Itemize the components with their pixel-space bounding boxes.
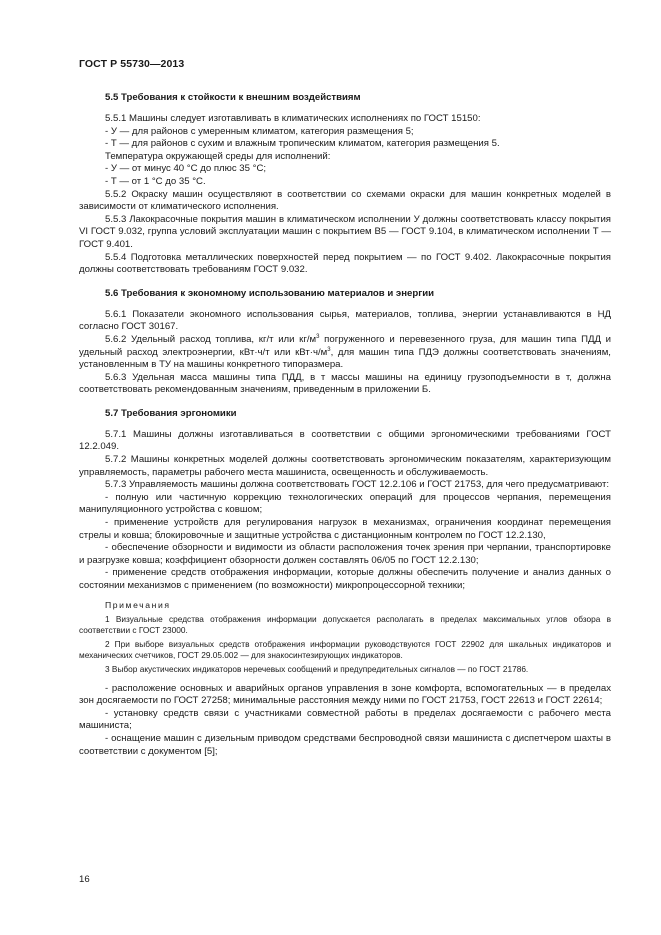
document-header: ГОСТ Р 55730—2013	[79, 58, 185, 70]
paragraph-5-6-2-part-b: погруженного и перевезенного груза, для машин типа ПДД и удельный расход электроэнергии, кВт·ч/т или кВт·ч/м	[79, 333, 611, 358]
section-5-6-title: 5.6 Требования к экономному использованию материалов и энергии	[105, 287, 434, 299]
paragraph-5-6-2	[79, 334, 611, 372]
list-item: - оснащение машин с дизельным приводом средствами беспроводной связи машиниста с диспетчером шахты в соответствии с документом [5];	[79, 732, 611, 757]
list-item: Температура окружающей среды для исполнений:	[105, 150, 331, 162]
paragraph-5-6-1: 5.6.1 Показатели экономного использования сырья, материалов, топлива, энергии устанавливаются в НД согласно ГОСТ 30167.	[79, 308, 611, 333]
note-item: 1 Визуальные средства отображения информации допускается располагать в пределах максимальных углов обзора в соответствии с ГОСТ 23000.	[79, 613, 611, 635]
paragraph-5-5-3: 5.5.3 Лакокрасочные покрытия машин в климатическом исполнении У должны соответствовать классу покрытия VI ГОСТ 9.032, группа условий эксплуатации машин с покрытием В5 — ГОСТ 9.104, в климатическом исполнении Т — ГОСТ 9.401.	[79, 213, 611, 250]
list-item: - применение устройств для регулирования нагрузок в механизмах, ограничения координат перемещения стрелы и ковша; блокировочные и защитные устройства с дистанционным контролем по ГОСТ 12.2.130,	[79, 517, 611, 541]
note-item: 2 При выборе визуальных средств отображения информации руководствуются ГОСТ 22902 для шкальных индикаторов и механических счетчиков, ГОСТ 29.05.002 — для знакосинтезирующих индикаторов.	[79, 638, 611, 660]
list-item: - установку средств связи с участниками совместной работы в пределах досягаемости с рабочего места машиниста;	[79, 707, 611, 732]
list-item: - обеспечение обзорности и видимости из области расположения точек зрения при черпании, транспортировке и разгрузке ковша; коэффициент обзорности должен составлять 06/05 по ГОСТ 12.2.130;	[79, 542, 611, 566]
page-number: 16	[79, 874, 90, 885]
paragraph-5-5-4: 5.5.4 Подготовка металлических поверхностей перед покрытием — по ГОСТ 9.402. Лакокрасочные покрытия должны соответствовать требованиям ГОСТ 9.032.	[79, 251, 611, 276]
list-item: - применение средств отображения информации, которые должны обеспечить получение и анализ данных о состоянии механизмов с применением (по возможности) микропроцессорной техники;	[79, 567, 611, 591]
paragraph-5-6-3: 5.6.3 Удельная масса машины типа ПДД, в т массы машины на единицу грузоподъемности в т, должна соответствовать рекомендованным значениям, приведенным в приложении Б.	[79, 371, 611, 396]
paragraph-5-7-2: 5.7.2 Машины конкретных моделей должны соответствовать эргономическим показателям, характеризующим управляемость, параметры рабочего места машиниста, освещенность и обслуживаемость.	[79, 454, 611, 478]
document-page	[79, 58, 611, 758]
paragraph-5-7-1: 5.7.1 Машины должны изготавливаться в соответствии с общими эргономическими требованиями ГОСТ 12.2.049.	[79, 428, 611, 453]
list-item: - расположение основных и аварийных органов управления в зоне комфорта, вспомогательных — в пределах зон досягаемости по ГОСТ 27258; минимальные расстояния между ними по ГОСТ 21753, ГОСТ 22613 и ГОСТ 22614;	[79, 682, 611, 707]
paragraph-5-5-2: 5.5.2 Окраску машин осуществляют в соответствии со схемами окраски для машин конкретных моделей в зависимости от климатического исполнения.	[79, 188, 611, 213]
list-item: - Т — для районов с сухим и влажным тропическим климатом, категория размещения 5.	[105, 138, 500, 150]
superscript: 3	[316, 333, 320, 340]
section-5-7-title: 5.7 Требования эргономики	[105, 407, 237, 419]
paragraph-5-5-1: 5.5.1 Машины следует изготавливать в климатических исполнениях по ГОСТ 15150:	[105, 113, 481, 124]
superscript: 3	[327, 346, 331, 353]
paragraph-5-7-3: 5.7.3 Управляемость машины должна соответствовать ГОСТ 12.2.106 и ГОСТ 21753, для чего предусматривают:	[105, 479, 610, 491]
list-item: - Т — от 1 °С до 35 °С.	[105, 175, 206, 187]
notes-title: Примечания	[105, 599, 171, 610]
paragraph-5-6-2-part-a: 5.6.2 Удельный расход топлива, кг/т или кг/м	[105, 333, 317, 345]
section-5-5-title: 5.5 Требования к стойкости к внешним воздействиям	[105, 92, 361, 103]
note-item: 3 Выбор акустических индикаторов неречевых сообщений и предупредительных сигналов — по ГОСТ 21786.	[105, 663, 529, 674]
list-item: - полную или частичную коррекцию технологических операций для процессов черпания, перемещения манипуляционного устройства с ковшом;	[79, 491, 611, 516]
list-item: - У — для районов с умеренным климатом, категория размещения 5;	[105, 125, 414, 137]
paragraph-5-6-2-part-c: , для машин типа ПДЭ должны соответствовать значениям, установленным в ТУ на машины конкретного типоразмера.	[79, 346, 611, 371]
list-item: - У — от минус 40 °С до плюс 35 °С;	[105, 163, 267, 175]
